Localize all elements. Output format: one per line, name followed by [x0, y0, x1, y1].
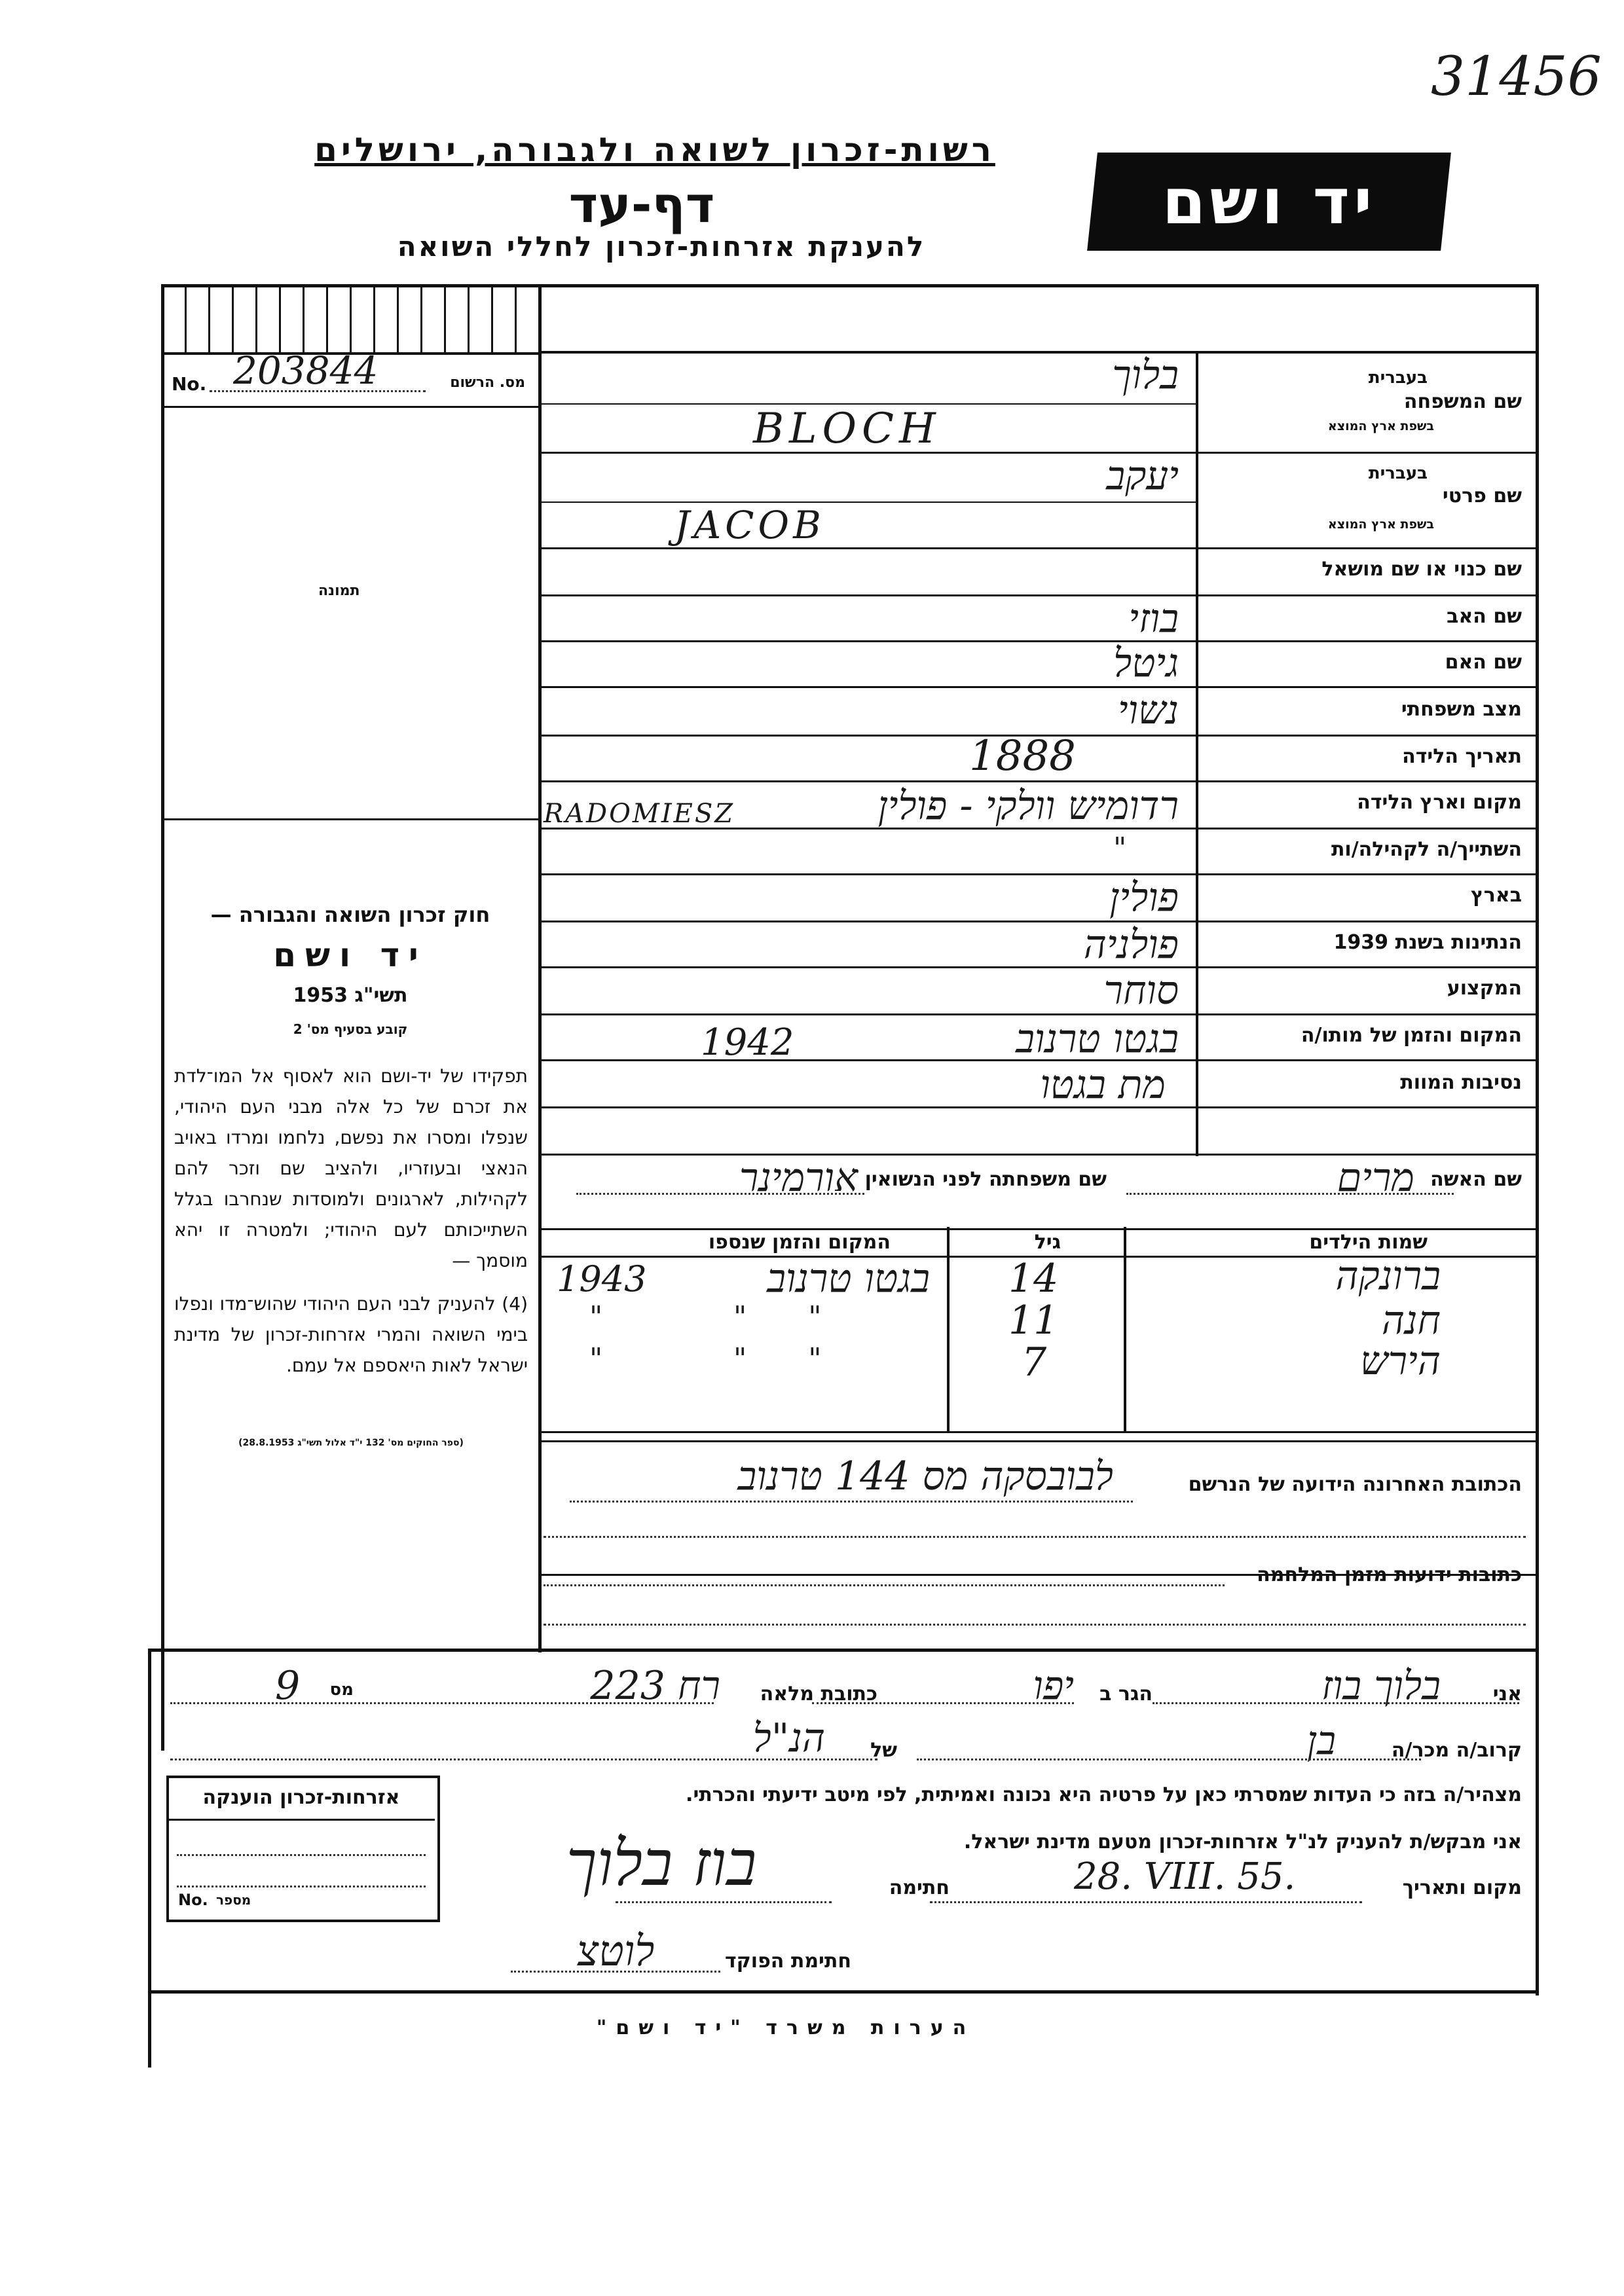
- nickname-label: שם כנוי או שם מושאל: [1321, 558, 1522, 581]
- declarant-address-label: כתובת מלאה: [760, 1683, 877, 1705]
- declarant-statement-1: מצהיר/ה בזה כי העדות שמסרתי כאן על פרטיה היא נכונה ואמיתית, לפי מיטב ידיעתי והכרתי.: [686, 1783, 1522, 1806]
- first-name-latin: JACOB: [674, 503, 825, 547]
- declarant-house: 9: [275, 1663, 301, 1709]
- last-address-value: לבובסקה מס 144 טרנוב: [737, 1453, 1113, 1499]
- photo-label: תמונה: [318, 583, 360, 599]
- child-2-place: " ": [733, 1300, 848, 1334]
- citizenship-no-label: No.: [178, 1891, 208, 1909]
- law-reference: (ספר החוקים מס' 132 י"ד אלול תשי"ג 28.8.1953): [238, 1438, 464, 1448]
- child-1-year: 1943: [557, 1258, 647, 1300]
- declarant-relation: בן: [1306, 1718, 1336, 1764]
- signature-label: חתימה: [889, 1876, 950, 1899]
- registration-no-label: No.: [172, 373, 207, 395]
- birth-place-label: מקום וארץ הלידה: [1357, 791, 1522, 814]
- officer-signature: לוטצ: [576, 1927, 655, 1976]
- declarant-of-label: של: [870, 1739, 897, 1762]
- death-place-value: בגטו טרנוב: [1016, 1016, 1179, 1062]
- child-2-age: 11: [1008, 1298, 1059, 1343]
- spouse-maiden-value: אורמינר: [739, 1155, 858, 1201]
- nationality-label: הנתינות בשנת 1939: [1333, 931, 1522, 954]
- family-name-hebrew: בלוך: [1112, 352, 1179, 398]
- mother-label: שם האם: [1445, 651, 1522, 674]
- law-text-2: (4) להעניק לבני העם היהודי שהוש־מדו ונפלו בימי השואה והמרי אזרחות-זכרון של מדינת ישראל לאות היאספם אל עמם.: [174, 1293, 528, 1376]
- footer-notes: הערות משרד "יד ושם": [596, 2016, 976, 2039]
- child-3-name: הירש: [1360, 1338, 1441, 1384]
- first-name-hebrew: יעקב: [1106, 453, 1179, 499]
- citizenship-number-label: מספר: [216, 1892, 251, 1908]
- registration-number: 203844: [233, 348, 378, 393]
- mother-value: גיטל: [1113, 640, 1179, 686]
- marital-label: מצב משפחתי: [1401, 698, 1522, 721]
- country-label: בארץ: [1470, 884, 1522, 907]
- community-value: ": [1113, 831, 1127, 865]
- declarant-city: יפו: [1033, 1663, 1074, 1709]
- declarant-statement-2: אני מבקש/ת להעניק לנ"ל אזרחות-זכרון מטעם מדינת ישראל.: [963, 1831, 1522, 1853]
- citizenship-box-title: אזרחות-זכרון הוענקה: [202, 1786, 400, 1809]
- father-value: בוזי: [1128, 596, 1179, 642]
- declarant-street: רח 223: [590, 1663, 720, 1709]
- death-place-label: המקום והזמן של מותו/ה: [1301, 1024, 1522, 1047]
- child-3-age: 7: [1022, 1339, 1047, 1385]
- family-name-latin: BLOCH: [753, 405, 941, 453]
- family-name-origin-label: בשפת ארץ המוצא: [1327, 419, 1434, 433]
- form-subtitle: להענקת אזרחות-זכרון לחללי השואה: [397, 230, 926, 263]
- first-name-hebrew-label: בעברית: [1368, 464, 1428, 483]
- child-1-name: ברונקה: [1335, 1253, 1441, 1299]
- profession-label: המקצוע: [1447, 977, 1522, 1000]
- declarant-i-label: אני: [1492, 1683, 1522, 1705]
- form-title: דף-עד: [568, 175, 715, 234]
- child-1-age: 14: [1008, 1256, 1059, 1302]
- declarant-no-label: מס: [329, 1680, 354, 1700]
- spouse-maiden-label: שם משפחתה לפני הנשואין: [864, 1168, 1107, 1191]
- declarant-name: בלוך בוז: [1321, 1663, 1441, 1709]
- father-label: שם האב: [1447, 605, 1522, 628]
- child-2-year: ": [589, 1300, 603, 1334]
- birth-place-value: רדומיש וולקי - פולין: [877, 783, 1179, 829]
- place-date-label: מקום ותאריך: [1402, 1876, 1522, 1899]
- declarant-of-value: הנ"ל: [752, 1715, 825, 1761]
- first-name-label: שם פרטי: [1442, 484, 1522, 507]
- last-address-label: הכתובת האחרונה הידועה של הנרשם: [1188, 1473, 1522, 1496]
- marital-value: נשוי: [1117, 687, 1179, 733]
- law-year: תשי"ג 1953: [293, 984, 408, 1007]
- registration-label: מס. הרשום: [450, 374, 525, 391]
- children-header-place: המקום והזמן שנספו: [708, 1231, 891, 1254]
- declarant-relation-label: קרוב/ה מכר/ה: [1391, 1739, 1522, 1762]
- death-circumstances-value: מת בגטו: [1040, 1062, 1166, 1108]
- family-name-label: שם המשפחה: [1403, 390, 1522, 413]
- logo-text: יד ושם: [1162, 165, 1376, 238]
- children-header-name: שמות הילדים: [1309, 1231, 1428, 1254]
- family-name-hebrew-label: בעברית: [1368, 368, 1428, 388]
- birth-date-value: 1888: [969, 732, 1076, 780]
- children-header-age: גיל: [1034, 1231, 1061, 1254]
- law-text-1: תפקידו של יד-ושם הוא לאסוף אל המו־לדת את זכרם של כל אלה מבני העם היהודי, שנפלו ומסרו את נפשם, נלחמו ומרדו באויב הנאצי ובעוזריו, ולהציב שם וזכר להם לקהילות, לארגונים ולמוסדות שנחרבו בגלל השתייכותם לעם היהודי; ולמטרה זו יהא מוסמך —: [174, 1065, 528, 1271]
- war-address-label: כתובות ידועות מזמן המלחמה: [1257, 1563, 1522, 1586]
- death-year-value: 1942: [701, 1021, 794, 1064]
- child-3-place: " ": [733, 1342, 848, 1376]
- child-3-year: ": [589, 1342, 603, 1376]
- spouse-value: מרים: [1337, 1155, 1414, 1201]
- first-name-origin-label: בשפת ארץ המוצא: [1327, 517, 1434, 532]
- declarant-resides-label: הגר ב: [1099, 1683, 1153, 1705]
- declaration-date: 28. VIII. 55.: [1074, 1855, 1296, 1898]
- law-title: חוק זכרון השואה והגבורה —: [210, 902, 490, 927]
- community-label: השתייך/ה לקהילה/ות: [1331, 838, 1522, 861]
- spouse-label: שם האשה: [1430, 1168, 1522, 1191]
- child-2-name: חנה: [1381, 1298, 1441, 1343]
- declarant-signature: בוז בלוך: [566, 1827, 757, 1900]
- child-1-place: בגטו טרנוב: [767, 1256, 930, 1302]
- profession-value: סוחר: [1103, 968, 1179, 1013]
- birth-place-latin: RADOMIESZ: [544, 799, 735, 829]
- country-value: פולין: [1109, 875, 1179, 920]
- birth-date-label: תאריך הלידה: [1402, 745, 1522, 768]
- law-name: יד ושם: [273, 936, 428, 974]
- authority-title: רשות-זכרון לשואה ולגבורה, ירושלים: [314, 131, 995, 169]
- officer-signature-label: חתימת הפוקד: [725, 1950, 851, 1973]
- nationality-value: פולניה: [1083, 922, 1179, 968]
- death-circumstances-label: נסיבות המוות: [1400, 1071, 1522, 1094]
- law-clause: קובע בסעיף מס' 2: [293, 1021, 408, 1037]
- archive-number: 31456: [1431, 46, 1602, 108]
